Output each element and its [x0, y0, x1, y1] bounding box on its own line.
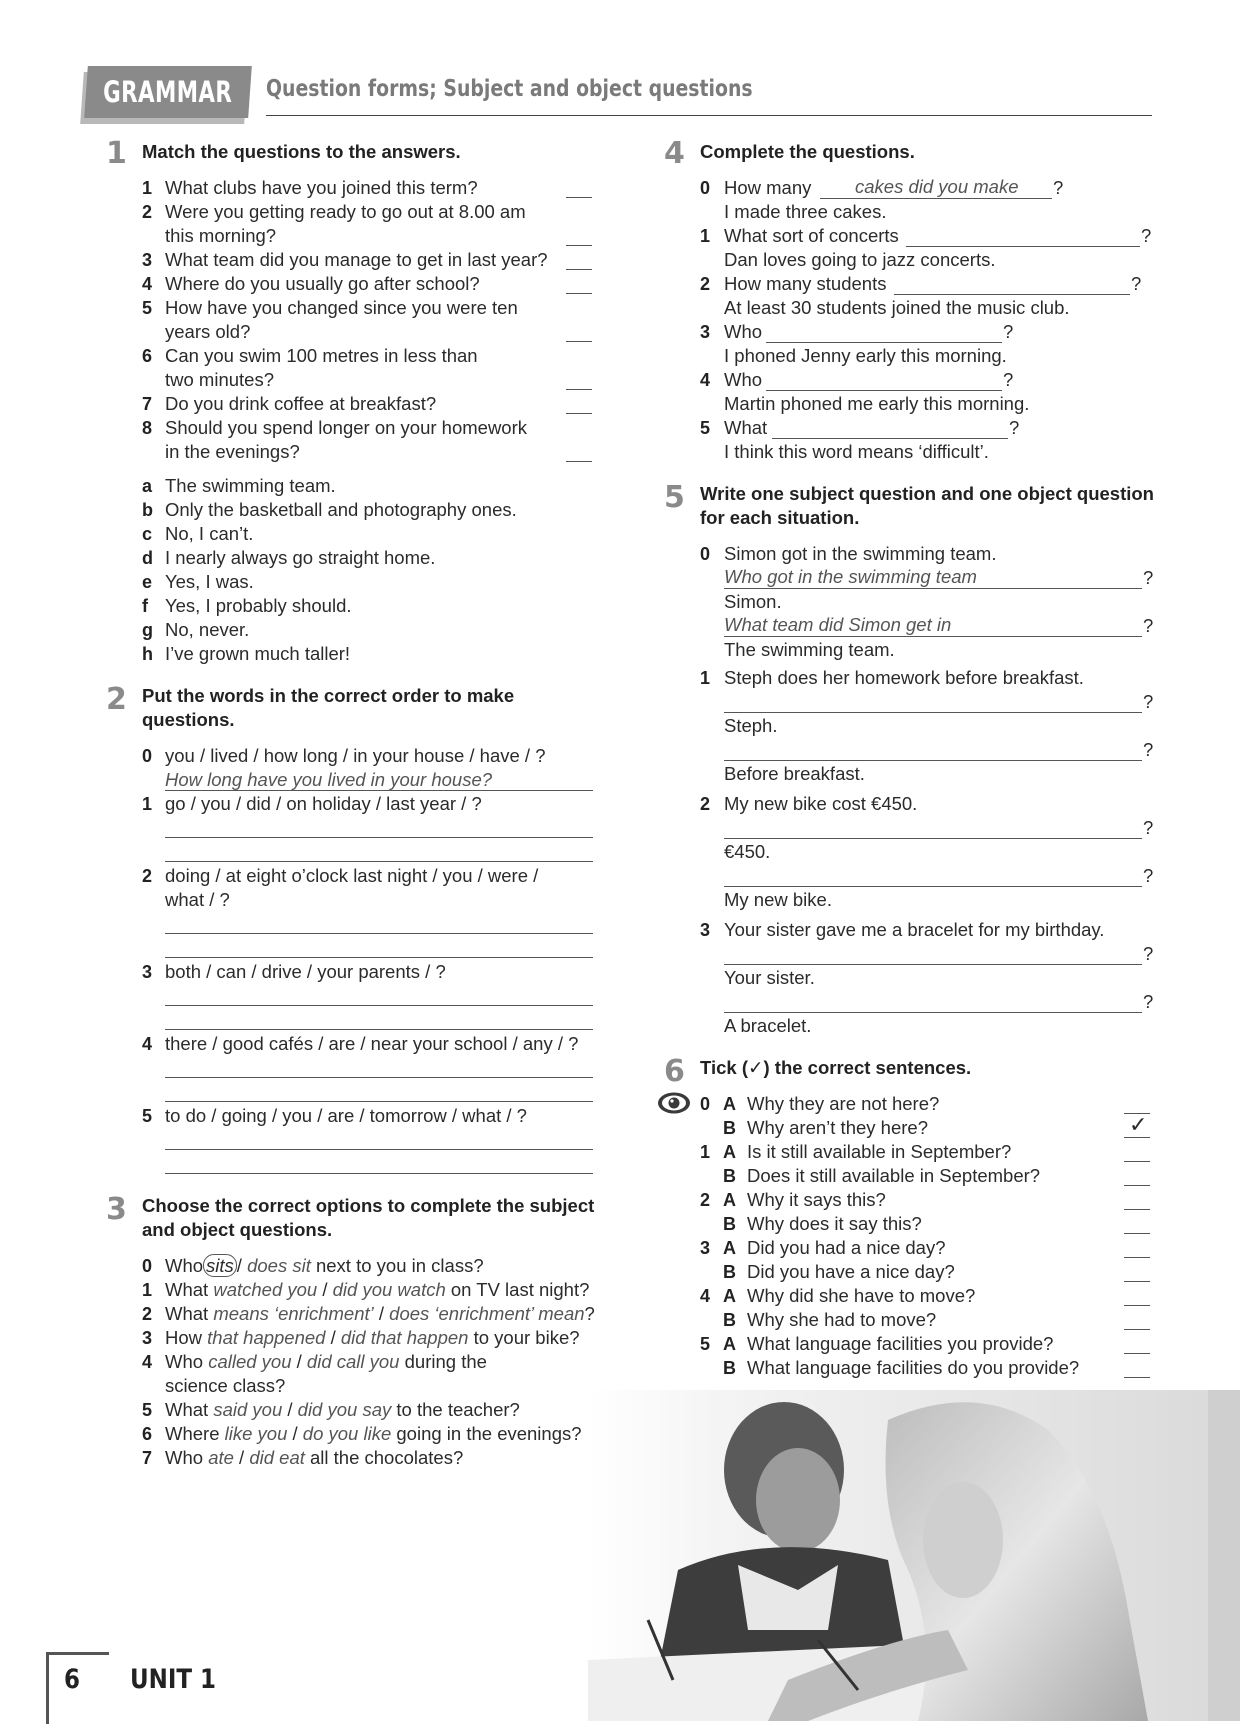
- exercise-1-number: 1: [106, 136, 127, 171]
- answer-line[interactable]: [165, 837, 593, 838]
- short-answer: A bracelet.: [724, 1015, 812, 1036]
- question-prompt: What: [724, 417, 768, 438]
- word-prompt: both / can / drive / your parents / ?: [165, 961, 446, 982]
- question-prompt: How many: [724, 177, 812, 198]
- question-text: What clubs have you joined this term?: [165, 177, 478, 198]
- tick-box[interactable]: [1124, 1209, 1150, 1210]
- word-prompt: you / lived / how long / in your house / have / ?: [165, 745, 546, 766]
- answer-line[interactable]: [165, 790, 593, 791]
- choice-sentence: What watched you / did you watch on TV last night?: [165, 1279, 590, 1300]
- exercise-3-instruction-cont: and object questions.: [142, 1219, 333, 1240]
- choice-sentence: How that happened / did that happen to your bike?: [165, 1327, 580, 1348]
- common-error-eye-icon: [657, 1091, 691, 1115]
- answer-option: I’ve grown much taller!: [165, 643, 351, 664]
- answer-option: Only the basketball and photography ones.: [165, 499, 517, 520]
- answer-blank[interactable]: [566, 293, 592, 294]
- exercise-2-instruction-cont: questions.: [142, 709, 235, 730]
- tick-box[interactable]: [1124, 1137, 1150, 1138]
- sentence-b: Why does it say this?: [747, 1213, 922, 1234]
- answer-line[interactable]: [724, 964, 1142, 965]
- tick-box[interactable]: [1124, 1161, 1150, 1162]
- question-prompt: Who: [724, 369, 763, 390]
- exercise-5-number: 5: [664, 480, 685, 515]
- answer-line[interactable]: [165, 957, 593, 958]
- question-mark: ?: [1003, 321, 1014, 342]
- tick-box[interactable]: [1124, 1281, 1150, 1282]
- word-prompt: to do / going / you / are / tomorrow / what / ?: [165, 1105, 527, 1126]
- choice-sentence: What said you / did you say to the teacher?: [165, 1399, 520, 1420]
- short-answer: €450.: [724, 841, 771, 862]
- answer-blank[interactable]: [566, 245, 592, 246]
- answer-line[interactable]: [165, 1005, 593, 1006]
- selected-option[interactable]: sits: [203, 1254, 237, 1277]
- example-answer: cakes did you make: [855, 176, 1019, 197]
- tick-box[interactable]: [1124, 1377, 1150, 1378]
- short-answer: Your sister.: [724, 967, 815, 988]
- choice-sentence: What means ‘enrichment’ / does ‘enrichment’ mean?: [165, 1303, 595, 1324]
- answer-line[interactable]: [724, 886, 1142, 887]
- option[interactable]: called you: [208, 1351, 292, 1372]
- answer-line[interactable]: [165, 1101, 593, 1102]
- unit-label: UNIT 1: [130, 1664, 216, 1695]
- question-text: Where do you usually go after school?: [165, 273, 480, 294]
- answer-line[interactable]: [724, 636, 1142, 637]
- example-subject-question: Who got in the swimming team: [724, 566, 977, 587]
- question-text: Do you drink coffee at breakfast?: [165, 393, 437, 414]
- question-mark: ?: [1053, 177, 1064, 198]
- question-text: years old?: [165, 321, 251, 342]
- sentence-a: Is it still available in September?: [747, 1141, 1012, 1162]
- grammar-tab: [82, 66, 252, 124]
- choice-sentence: Who ate / did eat all the chocolates?: [165, 1447, 464, 1468]
- page-title: Question forms; Subject and object questions: [266, 76, 753, 102]
- word-prompt: there / good cafés / are / near your school / any / ?: [165, 1033, 579, 1054]
- example-object-question: What team did Simon get in: [724, 614, 952, 635]
- answer-line[interactable]: [772, 438, 1008, 439]
- answer-line[interactable]: [165, 861, 593, 862]
- exercise-6-number: 6: [664, 1054, 685, 1089]
- answer-blank[interactable]: [566, 413, 592, 414]
- sentence-b: Does it still available in September?: [747, 1165, 1041, 1186]
- question-prompt: Who: [724, 321, 763, 342]
- option[interactable]: did that happen: [340, 1327, 469, 1348]
- exercise-4-instruction: Complete the questions.: [700, 141, 915, 162]
- answer-line[interactable]: [724, 588, 1142, 589]
- word-prompt: go / you / did / on holiday / last year / ?: [165, 793, 482, 814]
- answer-blank[interactable]: [566, 341, 592, 342]
- option[interactable]: does ‘enrichment’ mean: [389, 1303, 585, 1324]
- answer-line[interactable]: [724, 1012, 1142, 1013]
- option[interactable]: means ‘enrichment’: [213, 1303, 374, 1324]
- sentence-b: Did you have a nice day?: [747, 1261, 955, 1282]
- answer-option: Yes, I was.: [165, 571, 254, 592]
- page-number: 6: [64, 1664, 80, 1695]
- option[interactable]: said you: [213, 1399, 283, 1420]
- option[interactable]: watched you: [213, 1279, 318, 1300]
- question-prompt: What sort of concerts: [724, 225, 899, 246]
- sentence-a: What language facilities you provide?: [747, 1333, 1054, 1354]
- exercise-3-number: 3: [106, 1192, 127, 1227]
- question-prompt: How many students: [724, 273, 887, 294]
- word-prompt: what / ?: [165, 889, 230, 910]
- answer-sentence: Martin phoned me early this morning.: [724, 393, 1030, 414]
- option[interactable]: did eat: [249, 1447, 305, 1468]
- exercise-3-instruction: Choose the correct options to complete the subject: [142, 1195, 595, 1216]
- sentence-b: What language facilities do you provide?: [747, 1357, 1080, 1378]
- choice-sentence: Who called you / did call you during the: [165, 1351, 487, 1372]
- exercise-2-number: 2: [106, 682, 127, 717]
- situation: My new bike cost €450.: [724, 793, 918, 814]
- header-divider: [266, 115, 1152, 116]
- choice-sentence: Who sits / does sit next to you in class?: [165, 1255, 484, 1276]
- option[interactable]: like you: [224, 1423, 288, 1444]
- short-answer: My new bike.: [724, 889, 832, 910]
- question-text: Should you spend longer on your homework: [165, 417, 528, 438]
- question-mark: ?: [1009, 417, 1020, 438]
- short-answer: The swimming team.: [724, 639, 895, 660]
- question-mark: ?: [1141, 225, 1152, 246]
- answer-sentence: Dan loves going to jazz concerts.: [724, 249, 996, 270]
- answer-option: I nearly always go straight home.: [165, 547, 436, 568]
- sentence-a: Why they are not here?: [747, 1093, 940, 1114]
- answer-blank[interactable]: [566, 389, 592, 390]
- question-mark: ?: [1003, 369, 1014, 390]
- tick-box[interactable]: [1124, 1353, 1150, 1354]
- answer-line[interactable]: [724, 712, 1142, 713]
- answer-line[interactable]: [766, 342, 1002, 343]
- grammar-tab-label: GRAMMAR: [103, 75, 233, 109]
- exercise-1-instruction: Match the questions to the answers.: [142, 141, 461, 162]
- answer-sentence: I made three cakes.: [724, 201, 887, 222]
- exercise-2-instruction: Put the words in the correct order to make: [142, 685, 515, 706]
- answer-line[interactable]: [165, 1029, 593, 1030]
- answer-line[interactable]: [894, 294, 1130, 295]
- answer-line[interactable]: [165, 933, 593, 934]
- question-text: in the evenings?: [165, 441, 300, 462]
- question-text: Were you getting ready to go out at 8.00 am: [165, 201, 526, 222]
- situation: Your sister gave me a bracelet for my birthday.: [724, 919, 1105, 940]
- question-text: Can you swim 100 metres in less than: [165, 345, 478, 366]
- short-answer: Before breakfast.: [724, 763, 865, 784]
- option[interactable]: that happened: [207, 1327, 326, 1348]
- answer-line[interactable]: [906, 246, 1140, 247]
- tick-box[interactable]: [1124, 1185, 1150, 1186]
- short-answer: Simon.: [724, 591, 782, 612]
- answer-sentence: I phoned Jenny early this morning.: [724, 345, 1007, 366]
- tick-box[interactable]: [1124, 1329, 1150, 1330]
- answer-option: The swimming team.: [165, 475, 336, 496]
- situation: Simon got in the swimming team.: [724, 543, 997, 564]
- worksheet-page: GRAMMAR Question forms; Subject and object questions 1 Match the questions to the answers. 1 What clubs have you joined this term? 2 Were you getting ready to go out at 8.00 am this morning? 3 What team did you manage to get in last year? 4 Where do you usually go after school? 5 How have you changed since you were ten years old? 6 Can you swim 100 metres in less than two minutes? 7 Do you drink coffee at breakfast? 8 Should you spend longer on your homework in the evenings? a The swimming team. b Only the basketball and photography ones. c No, I can’t. d I nearly always go straight home. e Yes, I was. f Yes, I probably should. g No, never. h I’ve grown much taller! 2 Put the words in the correct order to make questions. 0 you / lived / how long / in your house / have / ? How long have you lived in your house? 1 go / you / did / on holiday / last year / ? 2 doing / at eight o’clock last night / you / were / what / ? 3 both / can / drive / your parents / ? 4 there / good cafés / are / near your school / any / ? 5 to do / going / you / are / tomorrow / what / ? 3 Choose the correct options to complete the subject and object questions. 0 Who sits / does sit next to you in class? 1 What watched you / did you watch on TV last night? 2 What means ‘enrichment’ / does ‘enrichment’ mean? 3 How that happened / did that happen to your bike? 4 Who called you / did call you during the science class? 5 What said you / did you say to the teacher? 6 Where like you / do you like going in the evenings? 7 Who ate / did eat all the chocolates? 4 Complete the questions. 0 How many cakes did you make ? I made three cakes. 1 What sort of concerts ? Dan loves going to jazz concerts. 2 How many students ? At least 30 students joined the music club. 3 Who ? I phoned Jenny early this morning. 4 Who ? Martin phoned me early this morning. 5 What ? I think this word means ‘difficult’. 5 Write one subject question and one object question for each situation. 0 Simon got in the swimming team. Who got in the swimming team ? Simon. What team did Simon get in ? The swimming team. 1 Steph does her homework before breakfast. ? Steph. ? Before breakfast. 2 My new bike cost €450. ? €450. ? My new bike. 3 Your sister gave me a bracelet for my birthday. ? Your sister. ? A bracelet. 6 Tick (✓) the correct sentences. 0 A Why they are not here? B Why aren’t they here? ✓ 1 A Is it still available in September? B Does it still available in September? 2 A Why it says this? B Why does it say this? 3 A Did you had a nice day? B Did you have a nice day? 4 A Why did she have to move? B Why she had to move? 5 A What language facilities you provide? B What language facilities do you provide? 6 UNIT 1: [0, 0, 1240, 1721]
- example-answer: How long have you lived in your house?: [165, 769, 493, 790]
- sentence-a: Why it says this?: [747, 1189, 886, 1210]
- tick-box[interactable]: [1124, 1305, 1150, 1306]
- short-answer: Steph.: [724, 715, 778, 736]
- sentence-a: Why did she have to move?: [747, 1285, 976, 1306]
- exercise-4-number: 4: [664, 136, 685, 171]
- question-text: What team did you manage to get in last year?: [165, 249, 548, 270]
- students-writing-photo: [588, 1390, 1240, 1721]
- sentence-a: Did you had a nice day?: [747, 1237, 946, 1258]
- word-prompt: doing / at eight o’clock last night / you / were /: [165, 865, 539, 886]
- option[interactable]: ate: [208, 1447, 234, 1468]
- answer-option: No, never.: [165, 619, 250, 640]
- exercise-5-instruction-cont: for each situation.: [700, 507, 860, 528]
- option[interactable]: do you like: [302, 1423, 392, 1444]
- choice-sentence: Where like you / do you like going in the evenings?: [165, 1423, 582, 1444]
- answer-line[interactable]: [724, 760, 1142, 761]
- exercise-6-instruction: Tick (✓) the correct sentences.: [700, 1057, 972, 1078]
- exercise-5-instruction: Write one subject question and one object question: [700, 483, 1154, 504]
- sentence-b: Why she had to move?: [747, 1309, 937, 1330]
- answer-sentence: I think this word means ‘difficult’.: [724, 441, 989, 462]
- answer-line[interactable]: [165, 1077, 593, 1078]
- answer-line[interactable]: [165, 1149, 593, 1150]
- option[interactable]: did you watch: [332, 1279, 446, 1300]
- question-text: How have you changed since you were ten: [165, 297, 518, 318]
- tick-mark-icon: ✓: [1129, 1112, 1148, 1137]
- answer-blank[interactable]: [566, 197, 592, 198]
- situation: Steph does her homework before breakfast.: [724, 667, 1084, 688]
- answer-line[interactable]: [724, 838, 1142, 839]
- answer-option: No, I can’t.: [165, 523, 254, 544]
- tick-box[interactable]: [1124, 1233, 1150, 1234]
- option[interactable]: did call you: [306, 1351, 400, 1372]
- answer-line[interactable]: [766, 390, 1002, 391]
- option[interactable]: did you say: [297, 1399, 392, 1420]
- answer-line[interactable]: [165, 1173, 593, 1174]
- sentence-b: Why aren’t they here?: [747, 1117, 928, 1138]
- option[interactable]: does sit: [247, 1255, 311, 1276]
- answer-blank[interactable]: [566, 461, 592, 462]
- question-mark: ?: [1131, 273, 1142, 294]
- answer-sentence: At least 30 students joined the music club.: [724, 297, 1070, 318]
- choice-sentence-cont: science class?: [165, 1375, 286, 1396]
- answer-option: Yes, I probably should.: [165, 595, 352, 616]
- answer-blank[interactable]: [566, 269, 592, 270]
- tick-box[interactable]: [1124, 1257, 1150, 1258]
- question-text: two minutes?: [165, 369, 274, 390]
- question-text: this morning?: [165, 225, 277, 246]
